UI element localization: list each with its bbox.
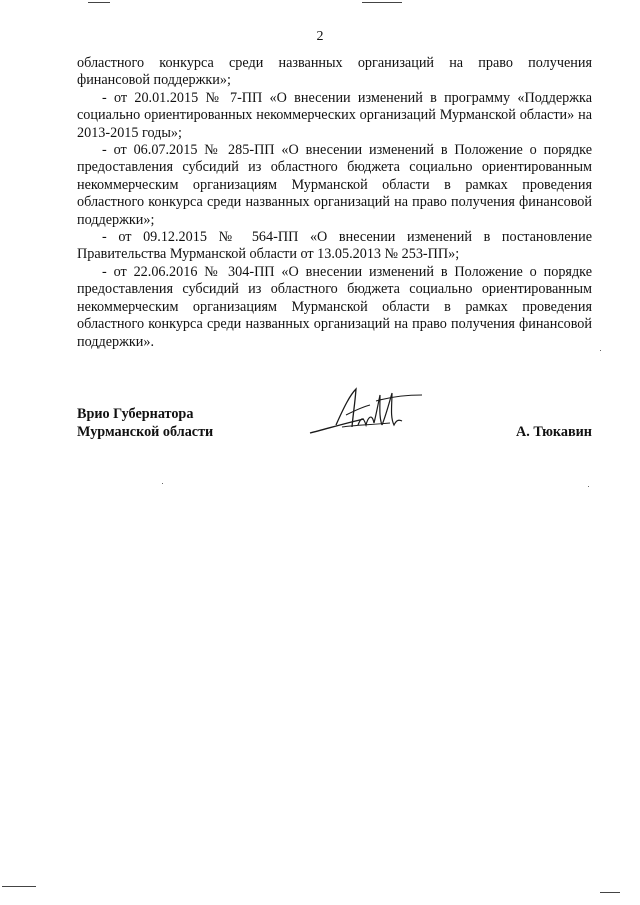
scan-mark	[88, 2, 110, 3]
signatory-title-line2: Мурманской области	[77, 424, 214, 440]
handwritten-signature	[306, 385, 426, 440]
page-number: 2	[316, 29, 324, 44]
paragraph: - от 06.07.2015 № 285-ПП «О внесении изменений в Положение о порядке предоставления субсидий из областного бюджета социально ориентированным некоммерческим организациям Мурманской области в рамках проведения областного конкурса среди названных организаций на право получения финансовой поддержки»;	[77, 142, 592, 228]
scan-speck	[162, 483, 163, 484]
paragraph: - от 20.01.2015 № 7-ПП «О внесении изменений в программу «Поддержка социально ориентированных некоммерческих организаций Мурманской области» на 2013-2015 годы»;	[77, 89, 592, 141]
signatory-name: А. Тюкавин	[515, 424, 592, 440]
scan-mark	[2, 886, 36, 887]
paragraph: областного конкурса среди названных организаций на право получения	[77, 55, 592, 71]
signatory-title-line1: Врио Губернатора	[77, 406, 194, 422]
scan-speck	[600, 350, 601, 351]
signatory-title	[77, 405, 213, 441]
document-body	[77, 55, 592, 351]
scan-mark	[600, 892, 620, 893]
scan-speck	[588, 486, 589, 487]
paragraph: - от 22.06.2016 № 304-ПП «О внесении изменений в Положение о порядке предоставления субсидий из областного бюджета социально ориентированным некоммерческим организациям Мурманской области в рамках проведения областного конкурса среди названных организаций на право получения финансовой поддержки».	[77, 263, 592, 350]
paragraph: финансовой поддержки»;	[77, 72, 231, 89]
paragraph: - от 09.12.2015 № 564-ПП «О внесении изменений в постановление Правительства Мурманской области от 13.05.2013 № 253-ПП»;	[77, 229, 592, 263]
scan-mark	[362, 2, 402, 3]
